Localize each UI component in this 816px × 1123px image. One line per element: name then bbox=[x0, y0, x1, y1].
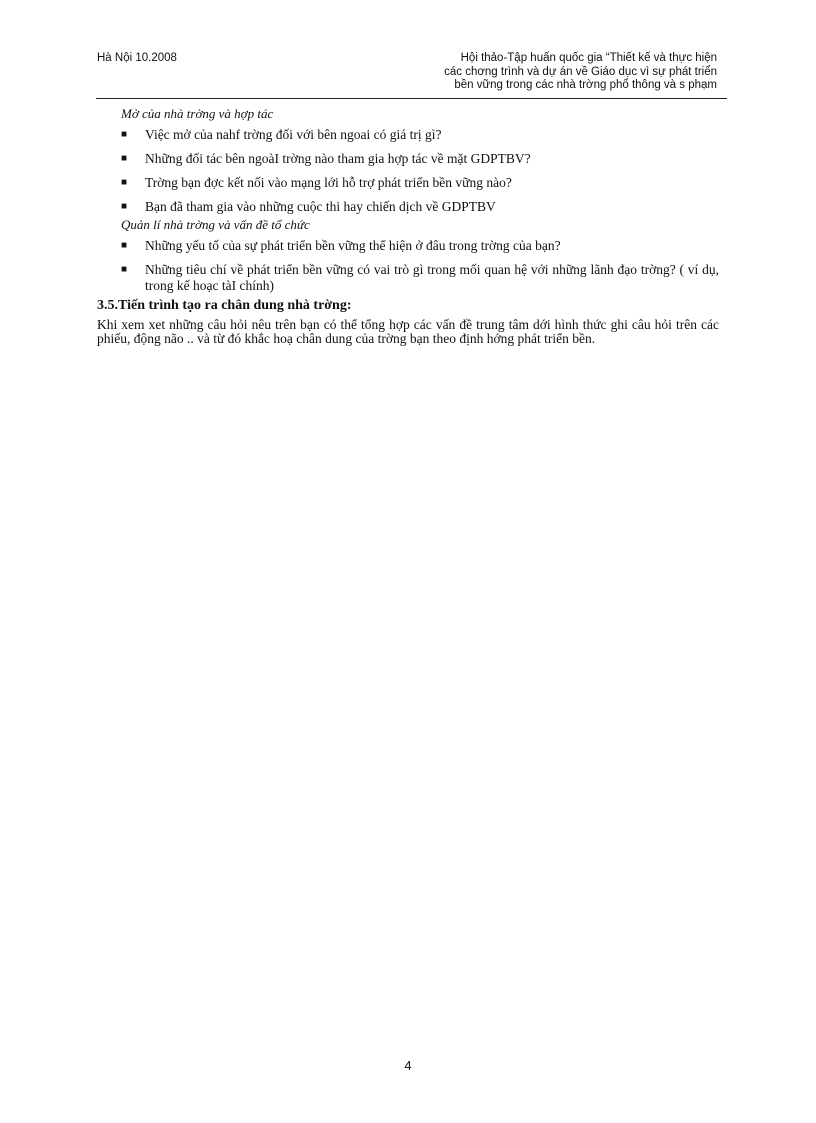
bullet-square-icon: ■ bbox=[121, 153, 128, 164]
bullet-square-icon: ■ bbox=[121, 201, 128, 212]
bullet-square-icon: ■ bbox=[121, 177, 128, 188]
list-item: ■ Việc mở của nahf trờng đối với bên ngoai có giá trị gì? bbox=[121, 127, 442, 142]
section-heading-management: Quản lí nhà trờng và vấn đề tổ chức bbox=[121, 217, 310, 232]
document-body bbox=[97, 106, 719, 346]
header-divider bbox=[96, 98, 727, 99]
list-item: ■ Những tiêu chí về phát triển bền vững có vai trò gì trong mối quan hệ với những lãnh đạo trờng? ( ví dụ, trong kế hoạc tàI chính) bbox=[121, 262, 719, 293]
header-title-line: Hội thảo-Tập huấn quốc gia “Thiết kế và thực hiện bbox=[460, 52, 717, 64]
management-question-list bbox=[97, 238, 719, 294]
bullet-square-icon: ■ bbox=[121, 240, 128, 251]
header-date: Hà Nội 10.2008 bbox=[97, 52, 177, 64]
openness-question-list bbox=[97, 127, 719, 215]
header-title-line: các chơng trình và dự án về Giáo dục vì sự phát triển bbox=[444, 65, 717, 78]
list-item: ■ Bạn đã tham gia vào những cuộc thi hay chiến dịch về GDPTBV bbox=[121, 199, 496, 214]
bullet-square-icon: ■ bbox=[121, 129, 128, 140]
section-title-portrait-process: 3.5.Tiến trình tạo ra chân dung nhà trờng: bbox=[97, 298, 352, 313]
section-heading-openness: Mở của nhà trờng và hợp tác bbox=[121, 106, 274, 121]
list-item: ■ Những yếu tố của sự phát triển bền vững thể hiện ở đâu trong trờng của bạn? bbox=[121, 238, 561, 253]
bullet-square-icon: ■ bbox=[121, 264, 128, 275]
header-conference-title bbox=[377, 52, 717, 93]
list-item: ■ Những đối tác bên ngoàI trờng nào tham gia hợp tác về mặt GDPTBV? bbox=[121, 151, 531, 166]
list-item: ■ Trờng bạn đợc kết nối vào mạng lới hỗ trợ phát triển bền vững nào? bbox=[121, 175, 512, 190]
header-title-line: bền vững trong các nhà trờng phổ thông và s phạm bbox=[454, 79, 717, 91]
body-paragraph: Khi xem xet những câu hỏi nêu trên bạn có thể tổng hợp các vấn đề trung tâm dới hình thức ghi câu hỏi trên các phiếu, động não .. và từ đó khắc hoạ chân dung của trờng bạn theo định hớng phát triển bền. bbox=[97, 317, 719, 346]
page-number: 4 bbox=[404, 1058, 412, 1073]
